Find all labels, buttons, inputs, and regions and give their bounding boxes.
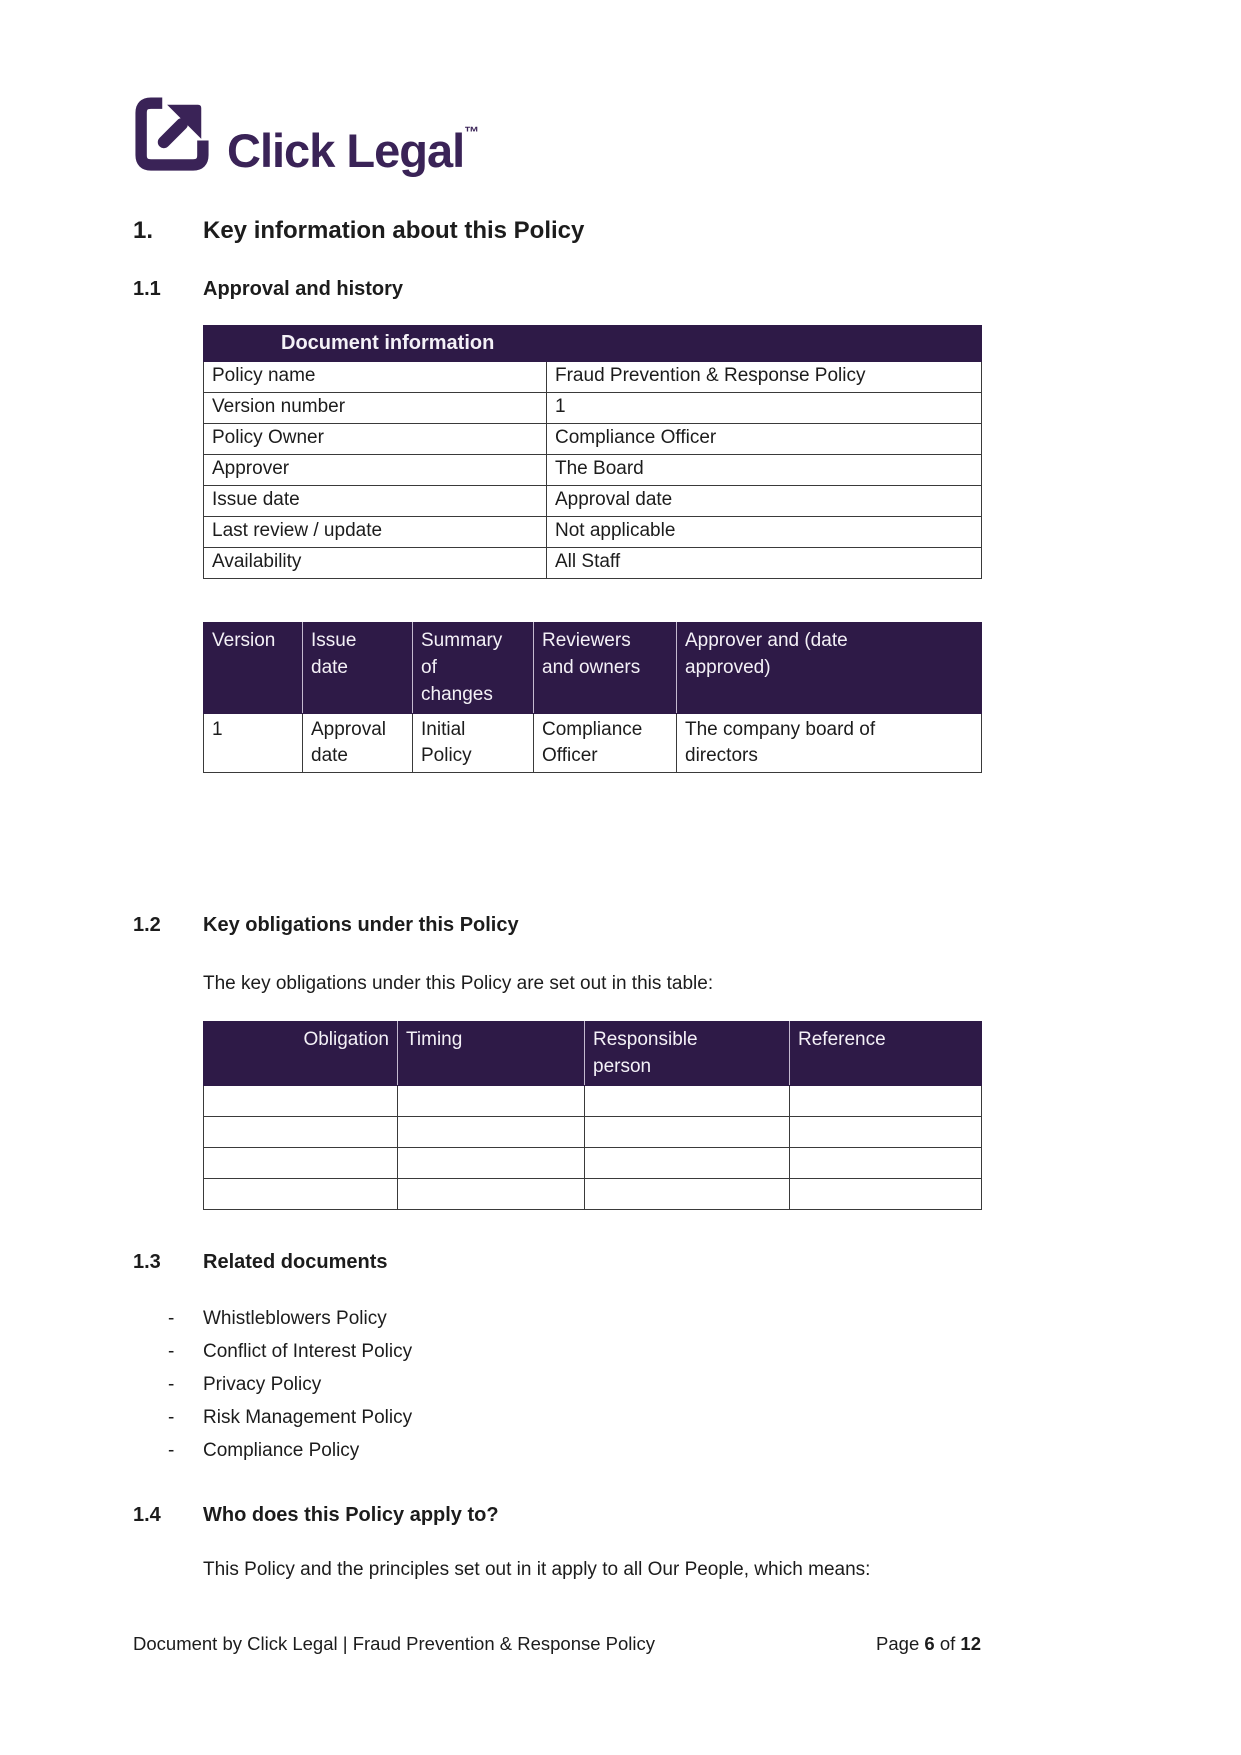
dash-bullet: - (168, 1374, 175, 1395)
heading-number: 1.4 (133, 1504, 161, 1526)
list-item (0, 1401, 1241, 1434)
document-information-table (203, 325, 982, 579)
table-row (204, 517, 982, 548)
column-header: Summary of changes (413, 623, 534, 714)
related-document-name: Risk Management Policy (203, 1407, 413, 1428)
cell-version: 1 (204, 714, 303, 773)
empty-table-row (204, 1179, 982, 1210)
heading-number: 1.3 (133, 1251, 161, 1273)
row-label: Policy name (204, 362, 547, 393)
footer-document-title: Document by Click Legal | Fraud Prevention & Response Policy (133, 1633, 656, 1654)
heading-number: 1.1 (133, 278, 161, 300)
row-value: 1 (547, 393, 982, 424)
cell-issue-date: Approval date (303, 714, 413, 773)
row-value: All Staff (547, 548, 982, 579)
row-value: Not applicable (547, 517, 982, 548)
key-obligations-table (203, 1021, 982, 1210)
list-item (0, 1434, 1241, 1467)
column-header: Reviewers and owners (534, 623, 677, 714)
section-title: Key obligations under this Policy (203, 914, 519, 936)
table-row (204, 455, 982, 486)
of-label: of (934, 1633, 961, 1654)
row-value: Compliance Officer (547, 424, 982, 455)
row-label: Issue date (204, 486, 547, 517)
section-heading-1-4 (0, 1503, 1241, 1527)
column-header: Responsible person (585, 1022, 790, 1086)
related-document-name: Conflict of Interest Policy (203, 1341, 413, 1362)
logo-arrow-box-icon (133, 95, 211, 173)
column-header: Obligation (204, 1022, 398, 1086)
table-header-row (204, 623, 982, 714)
row-label: Version number (204, 393, 547, 424)
page-indicator (876, 1632, 981, 1656)
related-document-name: Whistleblowers Policy (203, 1308, 387, 1329)
policy-scope-text: This Policy and the principles set out in it apply to all Our People, which means: (203, 1559, 871, 1580)
row-value: Fraud Prevention & Response Policy (547, 362, 982, 393)
column-header: Issue date (303, 623, 413, 714)
brand-name: Click Legal (227, 124, 465, 177)
list-item (0, 1302, 1241, 1335)
table-row (204, 424, 982, 455)
row-label: Availability (204, 548, 547, 579)
cell-reviewers: Compliance Officer (534, 714, 677, 773)
row-label: Last review / update (204, 517, 547, 548)
section-title: Approval and history (203, 278, 404, 300)
column-header: Timing (398, 1022, 585, 1086)
table-row (204, 362, 982, 393)
row-value: Approval date (547, 486, 982, 517)
obligations-intro-text: The key obligations under this Policy are set out in this table: (203, 973, 714, 994)
section-heading-1-3 (0, 1250, 1241, 1274)
section-heading-1 (0, 217, 1241, 245)
row-value: The Board (547, 455, 982, 486)
trademark-symbol: ™ (464, 124, 480, 141)
table-row (204, 486, 982, 517)
logo-wordmark (227, 95, 479, 189)
empty-table-row (204, 1086, 982, 1117)
cell-approver: The company board of directors (677, 714, 982, 773)
page-title: Key information about this Policy (203, 217, 585, 244)
row-label: Policy Owner (204, 424, 547, 455)
section-heading-1-2 (0, 913, 1241, 937)
table-header-row (204, 1022, 982, 1086)
related-documents-list (0, 1302, 1241, 1467)
column-header: Reference (790, 1022, 982, 1086)
page-footer (133, 1632, 981, 1656)
cell-summary: Initial Policy (413, 714, 534, 773)
related-document-name: Compliance Policy (203, 1440, 360, 1461)
section-heading-1-1 (0, 277, 1241, 301)
list-item (0, 1368, 1241, 1401)
heading-number: 1.2 (133, 914, 161, 936)
table-header-row (204, 326, 982, 362)
dash-bullet: - (168, 1308, 175, 1329)
page-number: 6 (924, 1633, 935, 1654)
column-header: Version (204, 623, 303, 714)
table-row (204, 393, 982, 424)
related-document-name: Privacy Policy (203, 1374, 322, 1395)
dash-bullet: - (168, 1440, 175, 1461)
empty-table-row (204, 1148, 982, 1179)
table-row (204, 714, 982, 773)
dash-bullet: - (168, 1407, 175, 1428)
section-title: Who does this Policy apply to? (203, 1504, 499, 1526)
table-title-cell: Document information (204, 326, 982, 362)
logo (133, 95, 1241, 175)
list-item (0, 1335, 1241, 1368)
table-row (204, 548, 982, 579)
row-label: Approver (204, 455, 547, 486)
dash-bullet: - (168, 1341, 175, 1362)
version-history-table (203, 622, 982, 773)
heading-number: 1. (133, 217, 154, 244)
page-total: 12 (960, 1633, 981, 1654)
empty-table-row (204, 1117, 982, 1148)
section-title: Related documents (203, 1251, 388, 1273)
column-header: Approver and (date approved) (677, 623, 982, 714)
page-label: Page (876, 1633, 925, 1654)
